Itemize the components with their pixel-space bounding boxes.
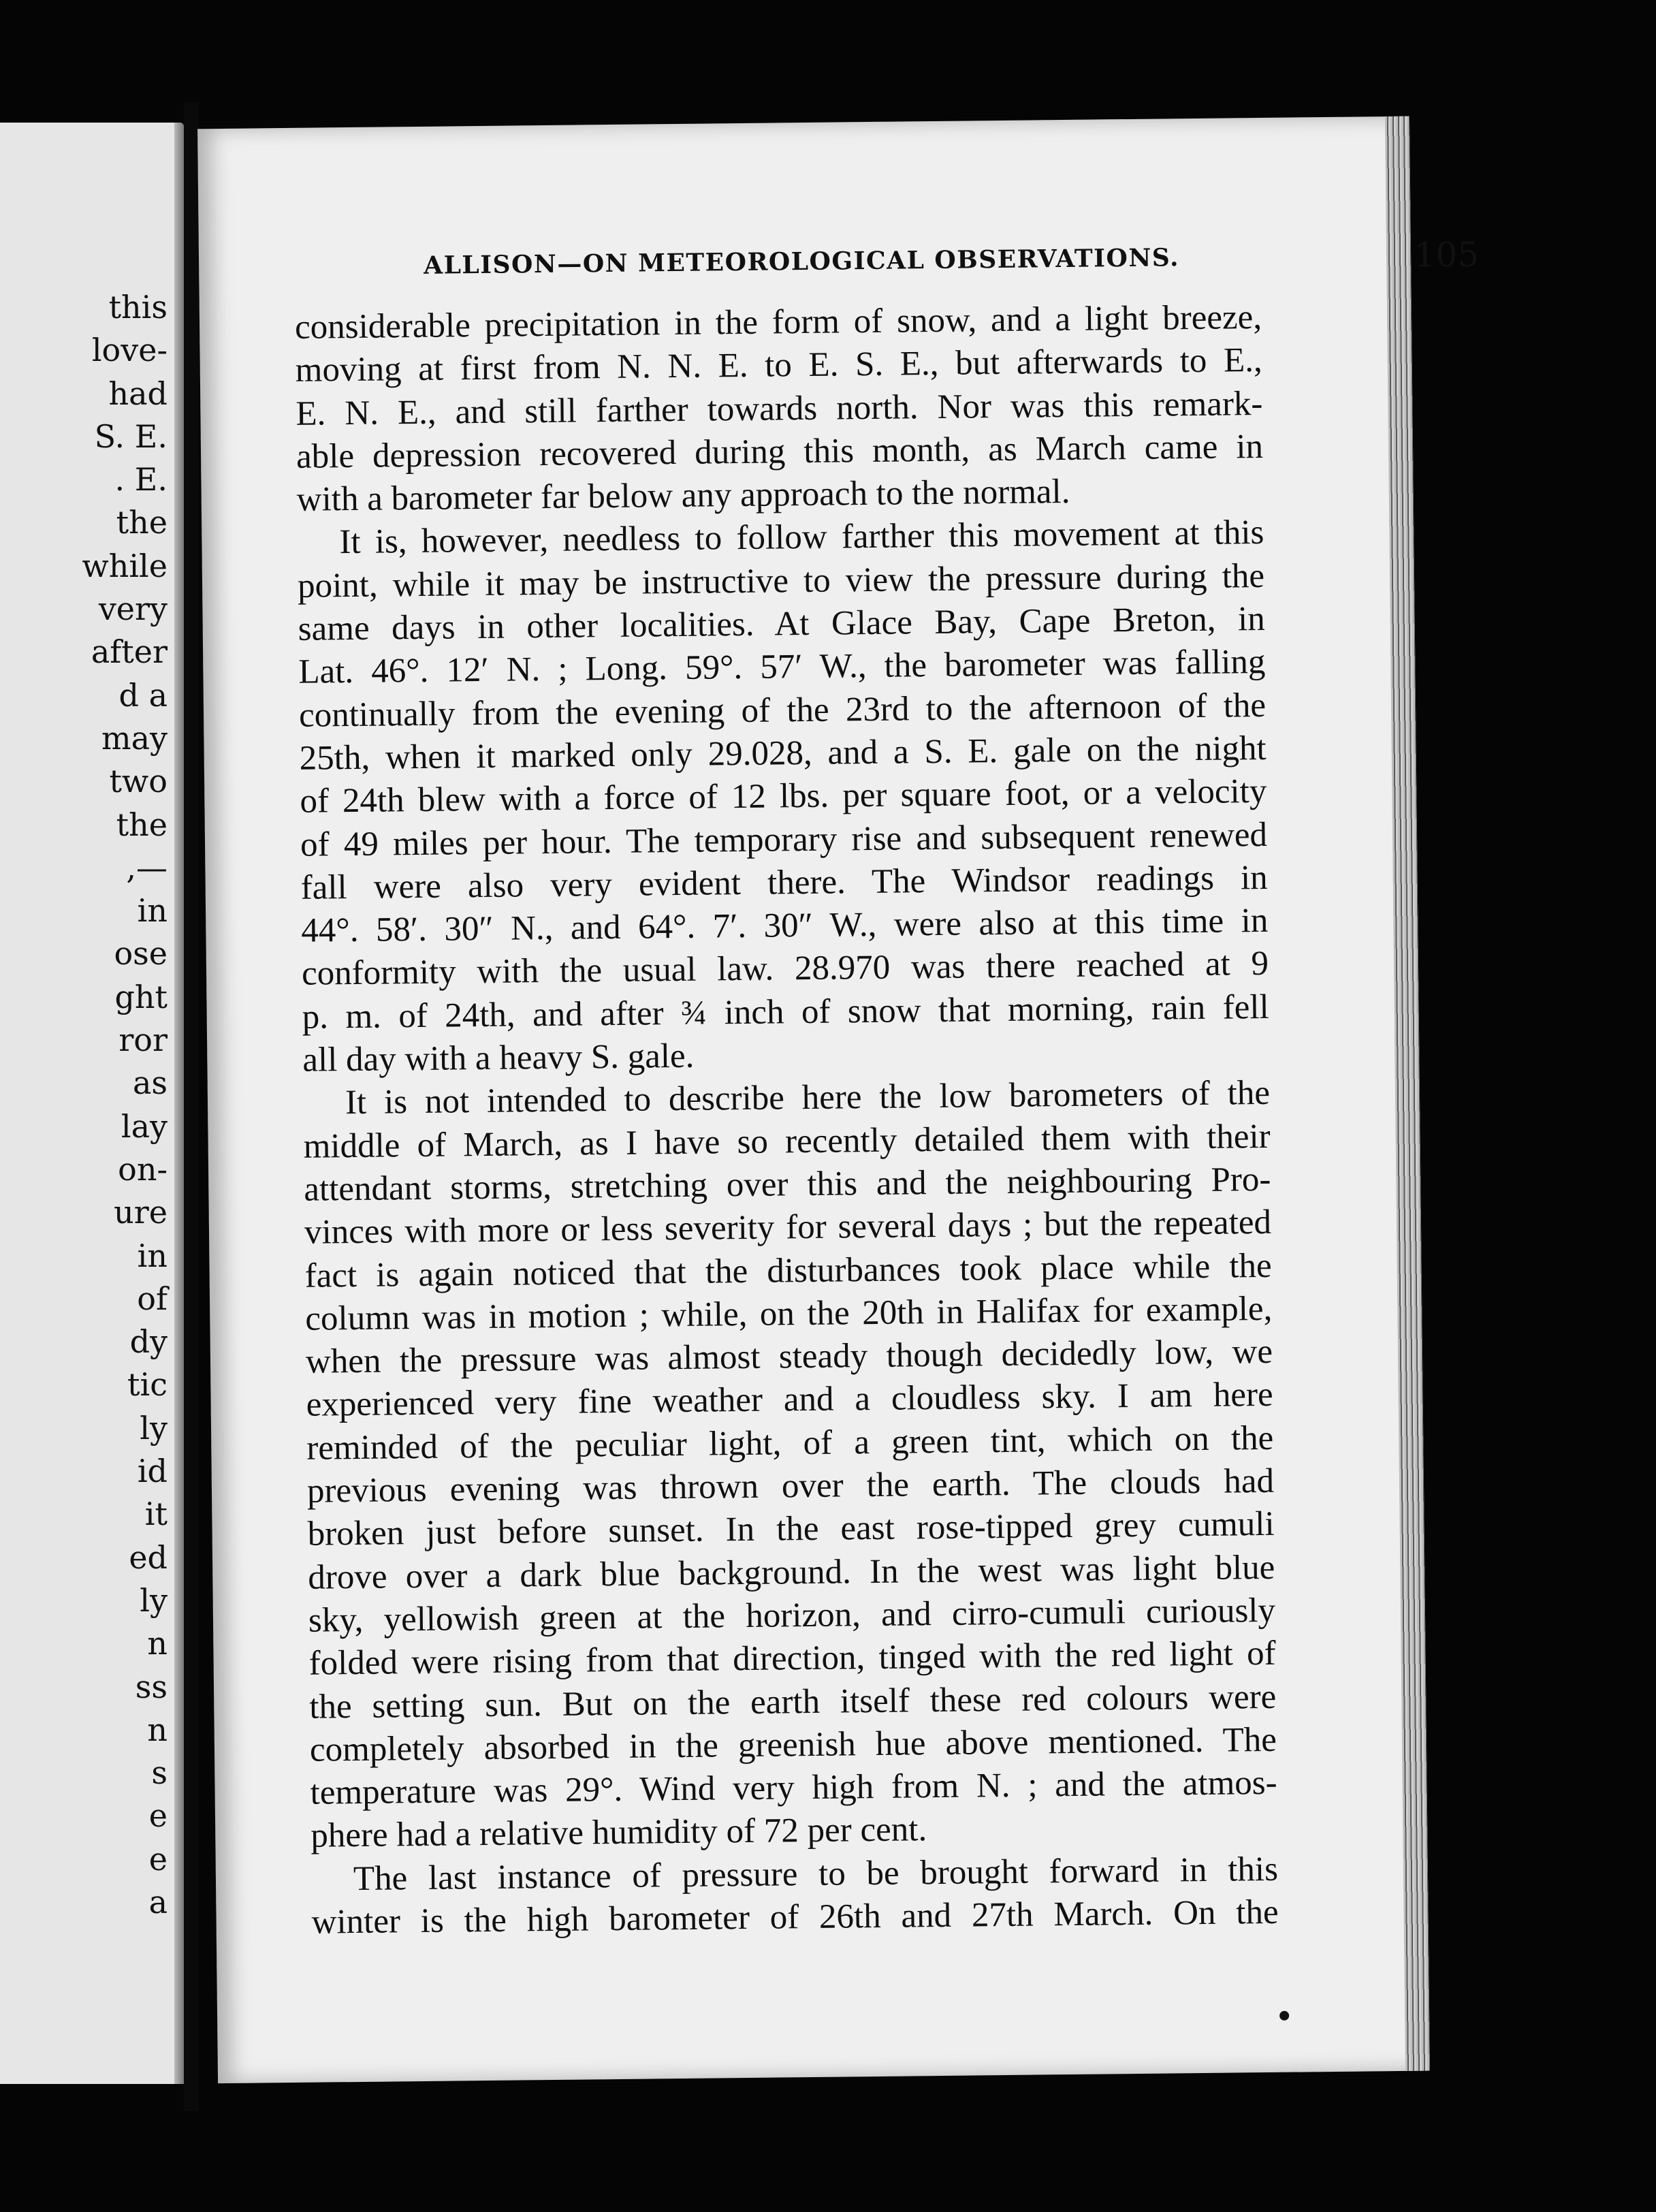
facing-page-line: tic — [127, 1366, 168, 1404]
facing-page-line: may — [101, 719, 168, 757]
book-page — [197, 116, 1480, 2083]
text-line: 25th, when it marked only 29.028, and a S. E. gale on the night — [299, 729, 1267, 778]
facing-page-line: in — [137, 1237, 168, 1274]
text-line: vinces with more or less severity for several days ; but the repeated — [304, 1203, 1272, 1252]
text-line: when the pressure was almost steady though decidedly low, we — [305, 1333, 1273, 1381]
text-line: Lat. 46°. 12′ N. ; Long. 59°. 57′ W., the barometer was falling — [298, 643, 1266, 692]
facing-page-fragment — [0, 123, 184, 2084]
text-line: It is, however, needless to follow farther this movement at this — [339, 514, 1264, 562]
facing-page-line: very — [98, 590, 168, 628]
text-line: previous evening was thrown over the earth. The clouds had — [306, 1462, 1275, 1511]
facing-page-line: S. E. — [94, 417, 168, 455]
book-binding — [184, 102, 199, 2111]
text-line: point, while it may be instructive to view the pressure during the — [297, 556, 1265, 605]
text-line: fall were also very evident there. The Windsor readings in — [300, 858, 1268, 907]
text-line: moving at first from N. N. E. to E. S. E., but afterwards to E., — [295, 341, 1262, 390]
facing-page-line: . E. — [114, 461, 168, 499]
text-line: all day with a heavy S. gale. — [302, 1037, 695, 1079]
text-line: broken just before sunset. In the east rose-tipped grey cumuli — [307, 1505, 1275, 1554]
facing-page-line: two — [109, 763, 168, 800]
facing-page-line: love- — [91, 332, 168, 369]
text-line: phere had a relative humidity of 72 per cent. — [310, 1810, 927, 1856]
text-line: considerable precipitation in the form of snow, and a light breeze, — [294, 298, 1262, 347]
facing-page-line: ly — [140, 1409, 168, 1447]
text-line: column was in motion ; while, on the 20th in Halifax for example, — [305, 1289, 1273, 1338]
text-line: experienced very fine weather and a cloudless sky. I am here — [306, 1376, 1273, 1425]
facing-page-line: ror — [118, 1022, 168, 1059]
facing-page-line: after — [91, 633, 168, 671]
facing-page-line: n — [147, 1711, 168, 1748]
facing-page-line: it — [144, 1496, 168, 1533]
text-line: reminded of the peculiar light, of a green tint, which on the — [306, 1419, 1274, 1468]
facing-page-gutter — [174, 123, 184, 2084]
facing-page-line: of — [137, 1280, 168, 1317]
running-head-title: ALLISON—ON METEOROLOGICAL OBSERVATIONS. — [423, 243, 1180, 280]
text-line: of 49 miles per hour. The temporary rise and subsequent renewed — [300, 815, 1268, 864]
text-line: p. m. of 24th, and after ¾ inch of snow that morning, rain fell — [302, 988, 1269, 1037]
text-line: sky, yellowish green at the horizon, and cirro-cumuli curiously — [308, 1591, 1276, 1640]
text-line: middle of March, as I have so recently detailed them with their — [303, 1117, 1271, 1166]
text-line: continually from the evening of the 23rd to the afternoon of the — [298, 686, 1267, 735]
facing-page-line: had — [108, 375, 168, 412]
text-line: winter is the high barometer of 26th and 27th March. On the — [311, 1893, 1279, 1942]
text-line: of 24th blew with a force of 12 lbs. per square foot, or a velocity — [300, 772, 1267, 821]
text-line: E. N. E., and still farther towards north. Nor was this remark- — [296, 384, 1263, 433]
running-head — [424, 235, 1480, 294]
facing-page-line: e — [148, 1797, 168, 1835]
facing-page-line: ure — [114, 1194, 168, 1231]
text-line: 44°. 58′. 30″ N., and 64°. 7′. 30″ W., were also at this time in — [301, 902, 1269, 950]
facing-page-line: n — [147, 1625, 168, 1662]
facing-page-line: on- — [118, 1150, 168, 1188]
text-line: conformity with the usual law. 28.970 was there reached at 9 — [301, 945, 1269, 994]
facing-page-line: ,— — [126, 849, 168, 886]
body-text — [295, 296, 1279, 1944]
facing-page-line: dy — [129, 1323, 168, 1361]
facing-page-line: ose — [114, 935, 168, 973]
facing-page-line: this — [108, 289, 168, 326]
facing-page-line: the — [116, 504, 168, 541]
page-number: 105 — [1414, 234, 1480, 275]
text-line: completely absorbed in the greenish hue above mentioned. The — [309, 1720, 1277, 1769]
text-line: same days in other localities. At Glace Bay, Cape Breton, in — [298, 600, 1265, 648]
text-line: drove over a dark blue background. In the west was light blue — [308, 1548, 1275, 1597]
text-line: attendant storms, stretching over this and the neighbouring Pro- — [304, 1160, 1271, 1209]
facing-page-line: e — [148, 1840, 168, 1878]
text-line: The last instance of pressure to be brought forward in this — [353, 1850, 1279, 1898]
text-line: the setting sun. But on the earth itself these red colours were — [309, 1677, 1277, 1726]
text-line: with a barometer far below any approach to the normal. — [296, 473, 1070, 520]
facing-page-line: the — [116, 806, 168, 843]
text-line: fact is again noticed that the disturbances took place while the — [304, 1246, 1272, 1295]
facing-page-line: id — [137, 1453, 168, 1490]
facing-page-text — [82, 286, 168, 1924]
facing-page-line: s — [151, 1754, 168, 1792]
text-line: temperature was 29°. Wind very high from N. ; and the atmos- — [310, 1763, 1277, 1812]
text-line: It is not intended to describe here the low barometers of the — [345, 1074, 1271, 1122]
facing-page-line: ss — [135, 1668, 168, 1705]
facing-page-line: a — [148, 1883, 168, 1921]
ink-speck — [1279, 2011, 1289, 2021]
facing-page-line: ght — [114, 978, 168, 1015]
facing-page-line: d a — [118, 676, 168, 714]
facing-page-line: lay — [121, 1107, 168, 1145]
facing-page-line: ed — [129, 1538, 168, 1576]
text-line: able depression recovered during this month, as March came in — [296, 427, 1264, 476]
facing-page-line: while — [82, 547, 168, 584]
facing-page-line: in — [137, 892, 168, 930]
text-line: folded were rising from that direction, tinged with the red light of — [308, 1634, 1276, 1683]
facing-page-line: as — [132, 1064, 168, 1102]
facing-page-line: ly — [140, 1581, 168, 1619]
